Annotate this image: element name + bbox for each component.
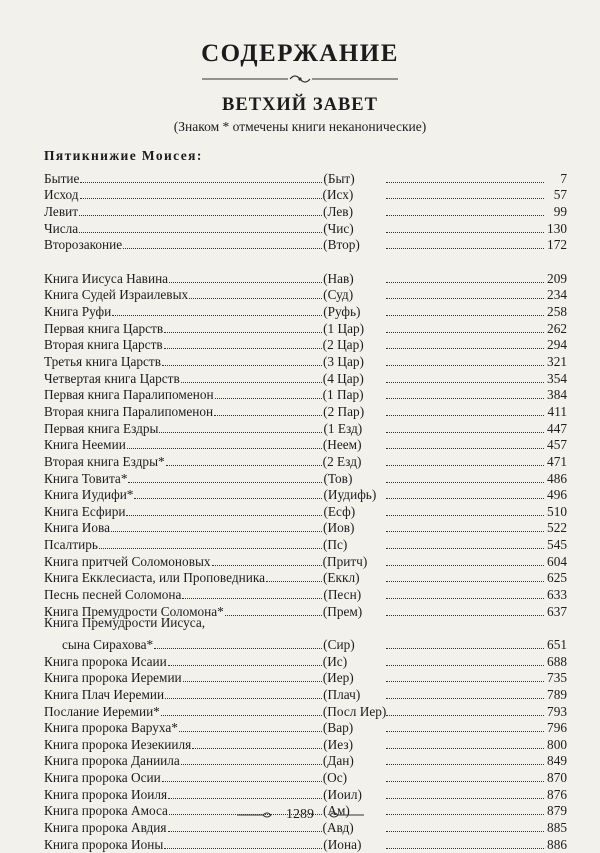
- toc-entry-page: 879: [547, 803, 567, 819]
- dot-leader: [179, 715, 322, 733]
- toc-entry-page: 321: [547, 354, 567, 370]
- toc-entry-title: Четвертая книга Царств: [44, 370, 180, 386]
- toc-entry-abbreviation: (Иоил): [323, 786, 362, 802]
- dot-leader: [386, 298, 544, 316]
- dot-leader: [386, 731, 544, 749]
- toc-entry-abbreviation: (Втор): [323, 237, 360, 253]
- toc-entry-title: Первая книга Царств: [44, 320, 164, 336]
- toc-entry: [44, 215, 567, 236]
- toc-entry-abbreviation: (Иудифь): [323, 487, 377, 503]
- toc-entry-abbreviation: (Притч): [322, 553, 368, 569]
- toc-entry-page: 849: [547, 753, 567, 769]
- toc-entry-page: 172: [547, 237, 567, 253]
- toc-entry-title: Книга Неемии: [44, 437, 126, 453]
- toc-entry-abbreviation: (Ис): [322, 653, 348, 669]
- page-title: СОДЕРЖАНИЕ: [201, 40, 399, 67]
- dot-leader: [164, 831, 322, 849]
- dot-leader: [212, 548, 322, 566]
- toc-entry-page: 384: [547, 387, 567, 403]
- toc-entry-page: 633: [547, 587, 567, 603]
- group-heading: Пятикнижие Моисея:: [44, 148, 203, 163]
- toc-entry-abbreviation: (1 Цар): [323, 320, 365, 336]
- toc-entry-page: 789: [547, 686, 567, 702]
- dot-leader: [192, 731, 322, 749]
- toc-entry-title: Книга пророка Иеремии: [44, 670, 182, 686]
- toc-entry-abbreviation: (Вар): [322, 720, 354, 736]
- dot-leader: [386, 265, 544, 283]
- toc-entry-title: Книга Иова: [44, 520, 111, 536]
- dot-leader: [112, 298, 322, 316]
- toc-entry-abbreviation: (Ам): [322, 803, 350, 819]
- dot-leader: [386, 648, 544, 666]
- toc-entry-page: 625: [547, 570, 567, 586]
- toc-entry-title: Книга Иудифи*: [44, 487, 134, 503]
- dot-leader: [164, 332, 322, 350]
- dot-leader: [164, 315, 322, 333]
- table-of-contents: [44, 165, 567, 852]
- dot-leader: [266, 565, 322, 583]
- dot-leader: [386, 415, 544, 433]
- dot-leader: [386, 665, 544, 683]
- toc-entry: [44, 515, 567, 536]
- toc-entry-abbreviation: (Авд): [322, 819, 354, 835]
- toc-entry-title: сына Сирахова*: [62, 636, 154, 652]
- dot-leader: [386, 215, 544, 233]
- section-heading: ВЕТХИЙ ЗАВЕТ: [222, 95, 378, 115]
- toc-entry-title: Книга Премудрости Соломона*: [44, 603, 224, 619]
- dot-leader: [386, 715, 544, 733]
- dot-leader: [386, 332, 544, 350]
- toc-entry-abbreviation: (Песн): [323, 587, 362, 603]
- toc-entry-abbreviation: (Чис): [323, 220, 354, 236]
- toc-entry-abbreviation: (Лев): [323, 203, 354, 219]
- dot-leader: [80, 182, 322, 200]
- toc-entry-abbreviation: (2 Пар): [323, 403, 365, 419]
- toc-entry-title: Книга Екклесиаста, или Проповедника: [44, 570, 265, 586]
- toc-entry: [44, 182, 567, 203]
- dot-leader: [386, 182, 544, 200]
- toc-entry-page: 209: [547, 270, 567, 286]
- toc-entry-page: 294: [547, 337, 567, 353]
- toc-entry-abbreviation: (Тов): [323, 470, 353, 486]
- toc-entry-page: 457: [547, 437, 567, 453]
- toc-entry-title: Книга пророка Амоса: [44, 803, 168, 819]
- toc-entry-abbreviation: (Иов): [323, 520, 355, 536]
- dot-leader: [79, 198, 322, 216]
- dot-leader: [386, 598, 544, 616]
- toc-entry-title: Числа: [44, 220, 79, 236]
- toc-entry-abbreviation: (Сир): [323, 636, 355, 652]
- toc-entry-title: Второзаконие: [44, 237, 123, 253]
- dot-leader: [189, 282, 322, 300]
- dot-leader: [386, 498, 544, 516]
- toc-entry-abbreviation: (Суд): [323, 287, 354, 303]
- toc-entry-abbreviation: (Ос): [322, 770, 348, 786]
- toc-entry-page: 234: [547, 287, 567, 303]
- toc-entry: [44, 198, 567, 219]
- dot-leader: [111, 515, 322, 533]
- section-note: (Знаком * отмечены книги неканонические): [173, 119, 427, 134]
- toc-entry-page: 486: [547, 470, 567, 486]
- toc-entry-abbreviation: (Руфь): [323, 304, 361, 320]
- toc-entry-title: Вторая книга Паралипоменон: [44, 403, 214, 419]
- toc-entry-abbreviation: (Иер): [322, 670, 354, 686]
- toc-entry-title: Песнь песней Соломона: [44, 587, 182, 603]
- toc-entry-title: Книга притчей Соломоновых: [44, 553, 211, 569]
- toc-entry-page: 870: [547, 770, 567, 786]
- toc-entry-continued: [44, 631, 567, 652]
- toc-entry-abbreviation: (2 Езд): [322, 453, 362, 469]
- dot-leader: [168, 781, 322, 799]
- dot-leader: [386, 165, 544, 183]
- dot-leader: [386, 232, 544, 250]
- toc-entry-title: Левит: [44, 203, 79, 219]
- dot-leader: [386, 282, 544, 300]
- toc-entry-page: 471: [547, 453, 567, 469]
- dot-leader: [386, 781, 544, 799]
- dot-leader: [128, 465, 322, 483]
- toc-entry-page: 800: [547, 736, 567, 752]
- dot-leader: [386, 681, 544, 699]
- dot-leader: [80, 165, 322, 183]
- toc-entry-page: 258: [547, 304, 567, 320]
- toc-entry-title: Книга пророка Авдия: [44, 819, 167, 835]
- toc-entry-page: 496: [547, 487, 567, 503]
- toc-entry-page: 637: [547, 603, 567, 619]
- toc-entry-page: 522: [547, 520, 567, 536]
- dot-leader: [386, 198, 544, 216]
- toc-entry: [44, 548, 567, 569]
- page-number: 1289: [286, 807, 314, 822]
- toc-entry-title: Книга пророка Иезекииля: [44, 736, 192, 752]
- dot-leader: [386, 315, 544, 333]
- toc-entry-abbreviation: (Еккл): [322, 570, 360, 586]
- dot-leader: [386, 432, 544, 450]
- toc-entry-page: 651: [547, 636, 567, 652]
- toc-entry-abbreviation: (Исх): [322, 187, 354, 203]
- toc-entry-title: Бытие: [44, 170, 80, 186]
- toc-entry: [44, 165, 567, 186]
- toc-entry-abbreviation: (4 Цар): [322, 370, 364, 386]
- toc-entry-page: 447: [547, 420, 567, 436]
- toc-entry-abbreviation: (Быт): [323, 170, 355, 186]
- dot-leader: [134, 482, 322, 500]
- toc-entry-abbreviation: (1 Пар): [322, 387, 364, 403]
- toc-entry-page: 262: [547, 320, 567, 336]
- dot-leader: [161, 698, 322, 716]
- footer-ornament-left-icon: [235, 810, 275, 820]
- toc-entry-abbreviation: (1 Езд): [323, 420, 363, 436]
- toc-entry-abbreviation: (Посл Иер): [322, 703, 387, 719]
- toc-entry-page: 57: [553, 187, 567, 203]
- dot-leader: [386, 348, 544, 366]
- toc-entry-title: Вторая книга Ездры*: [44, 453, 165, 469]
- dot-leader: [386, 748, 544, 766]
- toc-entry-page: 354: [547, 370, 567, 386]
- dot-leader: [386, 764, 544, 782]
- toc-entry-page: 510: [547, 503, 567, 519]
- toc-entry-abbreviation: (Иона): [323, 836, 362, 852]
- toc-entry-page: 793: [547, 703, 567, 719]
- toc-entry: [44, 615, 567, 632]
- toc-entry-page: 885: [547, 819, 567, 835]
- toc-entry-title: Книга Судей Израилевых: [44, 287, 189, 303]
- toc-entry-abbreviation: (Нав): [323, 270, 354, 286]
- dot-leader: [386, 482, 544, 500]
- toc-entry-title: Книга пророка Осии: [44, 770, 161, 786]
- dot-leader: [386, 531, 544, 549]
- toc-entry-abbreviation: (Неем): [322, 437, 362, 453]
- dot-leader: [79, 215, 322, 233]
- title-ornament-icon: [198, 73, 402, 85]
- dot-leader: [181, 748, 322, 766]
- dot-leader: [126, 498, 322, 516]
- toc-entry-title: Книга пророка Иоиля: [44, 786, 168, 802]
- toc-entry-title: Книга пророка Варуха*: [44, 720, 178, 736]
- toc-entry-title: Исход: [44, 187, 79, 203]
- toc-entry-abbreviation: (Дан): [322, 753, 354, 769]
- dot-leader: [159, 415, 322, 433]
- toc-entry: [44, 265, 567, 286]
- toc-entry-title: Книга Премудрости Иисуса,: [44, 614, 206, 630]
- dot-leader: [215, 382, 322, 400]
- dot-leader: [182, 581, 322, 599]
- toc-entry-abbreviation: (Пс): [322, 537, 348, 553]
- dot-leader: [214, 398, 322, 416]
- dot-leader: [181, 365, 322, 383]
- dot-leader: [154, 631, 322, 649]
- dot-leader: [183, 665, 322, 683]
- toc-entry-title: Книга Иисуса Навина: [44, 270, 169, 286]
- dot-leader: [386, 382, 544, 400]
- toc-entry-page: 7: [560, 170, 567, 186]
- toc-entry-title: Третья книга Царств: [44, 354, 161, 370]
- dot-leader: [386, 548, 544, 566]
- dot-leader: [168, 648, 322, 666]
- dot-leader: [162, 348, 322, 366]
- toc-entry: [44, 232, 567, 253]
- toc-entry-page: 796: [547, 720, 567, 736]
- toc-entry-title: Книга пророка Даниила: [44, 753, 180, 769]
- toc-entry: [44, 298, 567, 320]
- toc-entry-page: 604: [547, 553, 567, 569]
- toc-entry-title: Псалтирь: [44, 537, 98, 553]
- toc-entry-page: 876: [547, 786, 567, 802]
- page-footer: [0, 807, 600, 827]
- toc-entry-abbreviation: (3 Цар): [323, 354, 364, 370]
- dot-leader: [386, 515, 544, 533]
- toc-entry-title: Книга пророка Исаии: [44, 653, 167, 669]
- toc-entry-title: Книга Товита*: [44, 470, 128, 486]
- toc-entry-abbreviation: (2 Цар): [322, 337, 364, 353]
- toc-entry-page: 99: [553, 203, 567, 219]
- dot-leader: [386, 831, 544, 849]
- toc-entry-page: 545: [547, 537, 567, 553]
- dot-leader: [386, 465, 544, 483]
- dot-leader: [386, 631, 544, 649]
- toc-entry-page: 886: [547, 836, 567, 852]
- toc-entry-title: Первая книга Паралипоменон: [44, 387, 214, 403]
- toc-entry-title: Послание Иеремии*: [44, 703, 160, 719]
- toc-entry-title: Книга Плач Иеремии: [44, 686, 165, 702]
- toc-entry-title: Вторая книга Царств: [44, 337, 163, 353]
- dot-leader: [127, 432, 322, 450]
- dot-leader: [123, 232, 322, 250]
- toc-entry-page: 735: [547, 670, 567, 686]
- dot-leader: [386, 565, 544, 583]
- dot-leader: [225, 598, 322, 616]
- toc-entry-abbreviation: (Прем): [322, 603, 363, 619]
- dot-leader: [162, 764, 322, 782]
- dot-leader: [165, 681, 322, 699]
- toc-entry-abbreviation: (Плач): [323, 686, 361, 702]
- toc-entry-title: Первая книга Ездры: [44, 420, 159, 436]
- dot-leader: [386, 398, 544, 416]
- toc-entry-title: Книга Есфири: [44, 503, 126, 519]
- toc-entry-title: Книга Руфи: [44, 304, 112, 320]
- dot-leader: [166, 448, 322, 466]
- toc-entry-page: 688: [547, 653, 567, 669]
- toc-entry-title: Книга пророка Ионы: [44, 836, 164, 852]
- dot-leader: [386, 448, 544, 466]
- toc-entry: [44, 315, 567, 336]
- dot-leader: [386, 365, 544, 383]
- toc-entry-page: 130: [547, 220, 567, 236]
- dot-leader: [386, 698, 544, 716]
- footer-ornament-right-icon: [326, 810, 366, 820]
- toc-entry-abbreviation: (Иез): [323, 736, 354, 752]
- dot-leader: [169, 265, 322, 283]
- toc-entry: [44, 531, 567, 553]
- dot-leader: [386, 581, 544, 599]
- toc-entry-page: 411: [547, 403, 567, 419]
- dot-leader: [99, 531, 322, 549]
- toc-entry-abbreviation: (Есф): [323, 503, 356, 519]
